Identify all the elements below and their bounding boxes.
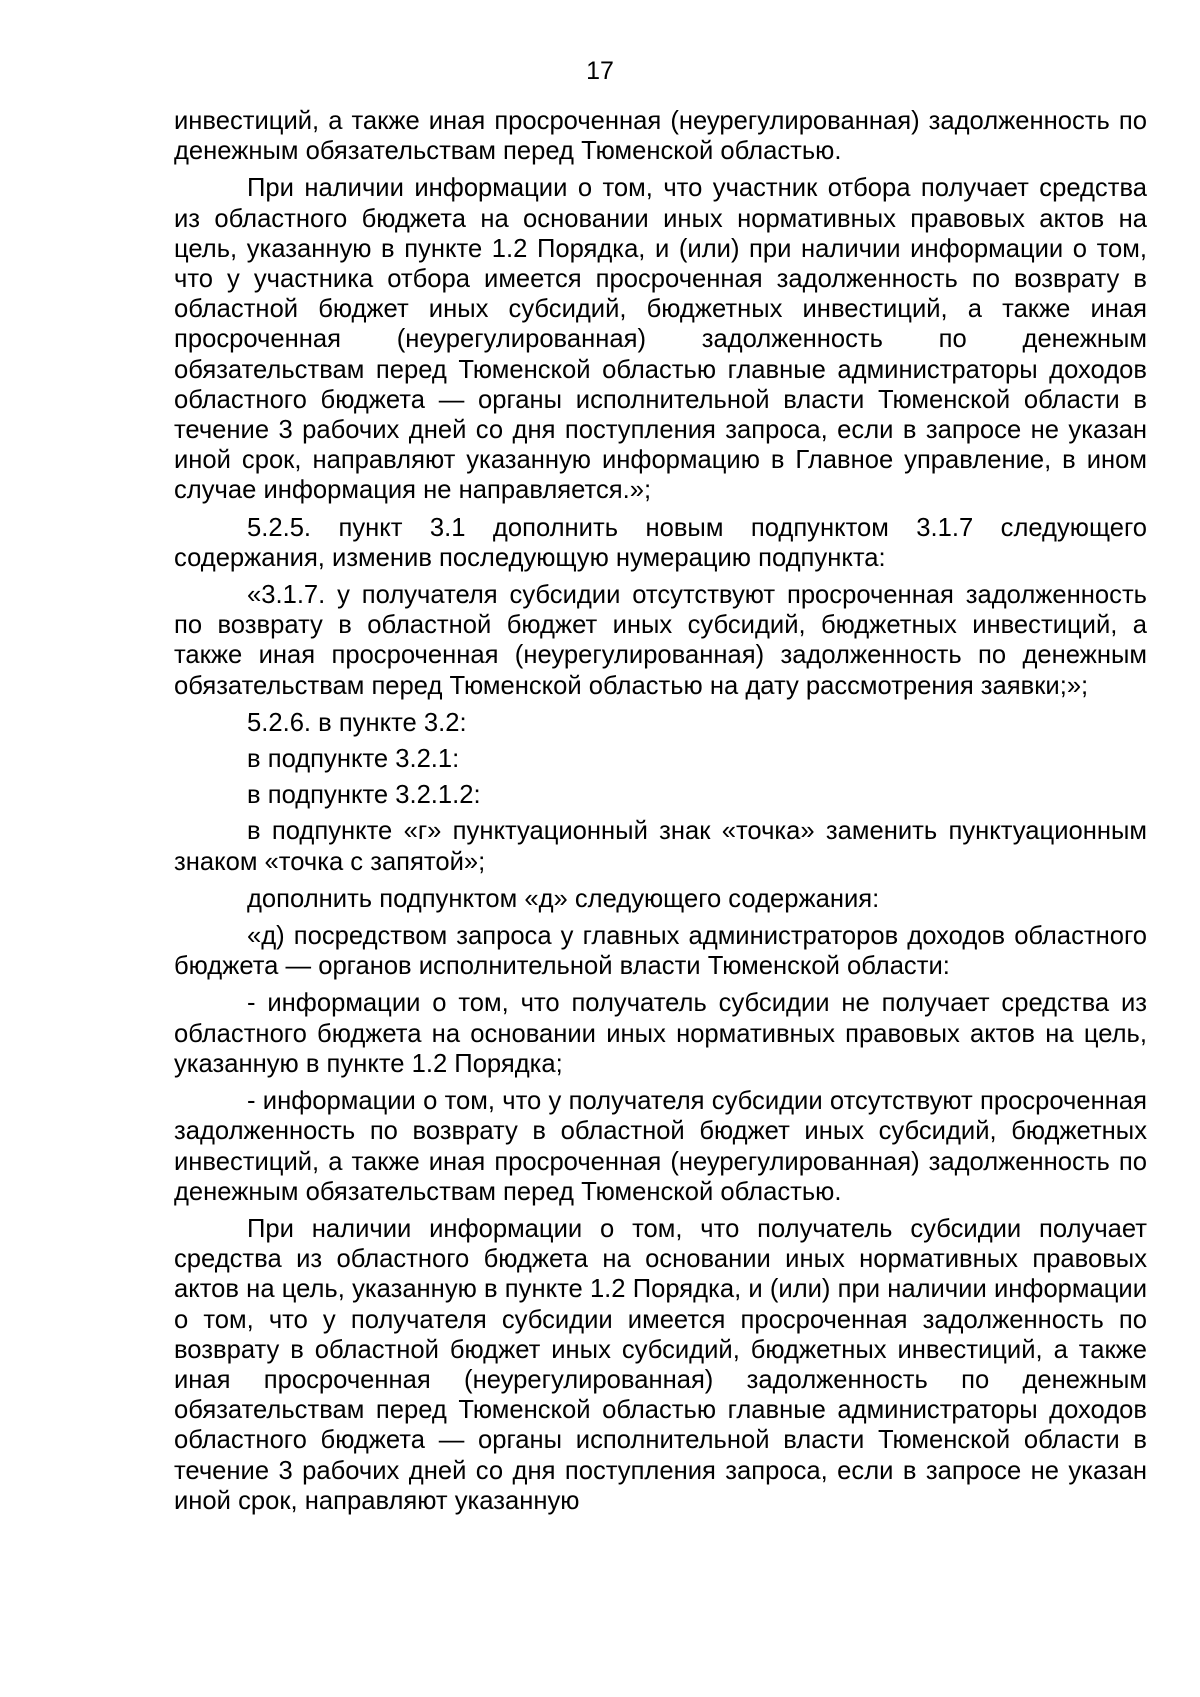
document-body: [174, 106, 1147, 1523]
paragraph-item-5-2-5: 5.2.5. пункт 3.1 дополнить новым подпунктом 3.1.7 следующего содержания, изменив последующую нумерацию подпункта:: [174, 513, 1147, 572]
paragraph-add-subitem-d: дополнить подпунктом «д» следующего содержания:: [247, 884, 880, 913]
paragraph-subitem-3-1-7: «3.1.7. у получателя субсидии отсутствуют просроченная задолженность по возврату в областной бюджет иных субсидий, бюджетных инвестиций, а также иная просроченная (неурегулированная) задолженность по денежным обязательствам перед Тюменской областью на дату рассмотрения заявки;»;: [174, 581, 1147, 700]
paragraph-information-participant: При наличии информации о том, что участник отбора получает средства из областного бюджета на основании иных нормативных правовых актов на цель, указанную в пункте 1.2 Порядка, и (или) при наличии информации о том, что у участника отбора имеется просроченная задолженность по возврату в областной бюджет иных субсидий, бюджетных инвестиций, а также иная просроченная (неурегулированная) задолженность по денежным обязательствам перед Тюменской областью главные администраторы доходов областного бюджета — органы исполнительной власти Тюменской области в течение 3 рабочих дней со дня поступления запроса, если в запросе не указан иной срок, направляют указанную информацию в Главное управление, в ином случае информация не направляется.»;: [174, 174, 1147, 505]
paragraph-continuation: инвестиций, а также иная просроченная (неурегулированная) задолженность по денежным обязательствам перед Тюменской областью.: [174, 107, 1147, 166]
paragraph-item-5-2-6: 5.2.6. в пункте 3.2:: [247, 708, 467, 737]
paragraph-subitem-d: «д) посредством запроса у главных администраторов доходов областного бюджета — органов исполнительной власти Тюменской области:: [174, 922, 1147, 981]
paragraph-information-recipient: При наличии информации о том, что получатель субсидии получает средства из областного бюджета на основании иных нормативных правовых актов на цель, указанную в пункте 1.2 Порядка, и (или) при наличии информации о том, что у получателя субсидии имеется просроченная задолженность по возврату в областной бюджет иных субсидий, бюджетных инвестиций, а также иная просроченная (неурегулированная) задолженность по денежным обязательствам перед Тюменской областью главные администраторы доходов областного бюджета — органы исполнительной власти Тюменской области в течение 3 рабочих дней со дня поступления запроса, если в запросе не указан иной срок, направляют указанную: [174, 1214, 1147, 1515]
paragraph-subitem-g: в подпункте «г» пунктуационный знак «точка» заменить пунктуационным знаком «точка с запятой»;: [174, 817, 1147, 876]
paragraph-subitem-3-2-1-2: в подпункте 3.2.1.2:: [247, 781, 481, 810]
page-number: 17: [586, 57, 614, 85]
paragraph-dash-information-1: - информации о том, что получатель субсидии не получает средства из областного бюджета на основании иных нормативных правовых актов на цель, указанную в пункте 1.2 Порядка;: [174, 989, 1147, 1078]
paragraph-dash-information-2: - информации о том, что у получателя субсидии отсутствуют просроченная задолженность по возврату в областной бюджет иных субсидий, бюджетных инвестиций, а также иная просроченная (неурегулированная) задолженность по денежным обязательствам перед Тюменской областью.: [174, 1087, 1147, 1206]
paragraph-subitem-3-2-1: в подпункте 3.2.1:: [247, 745, 460, 774]
